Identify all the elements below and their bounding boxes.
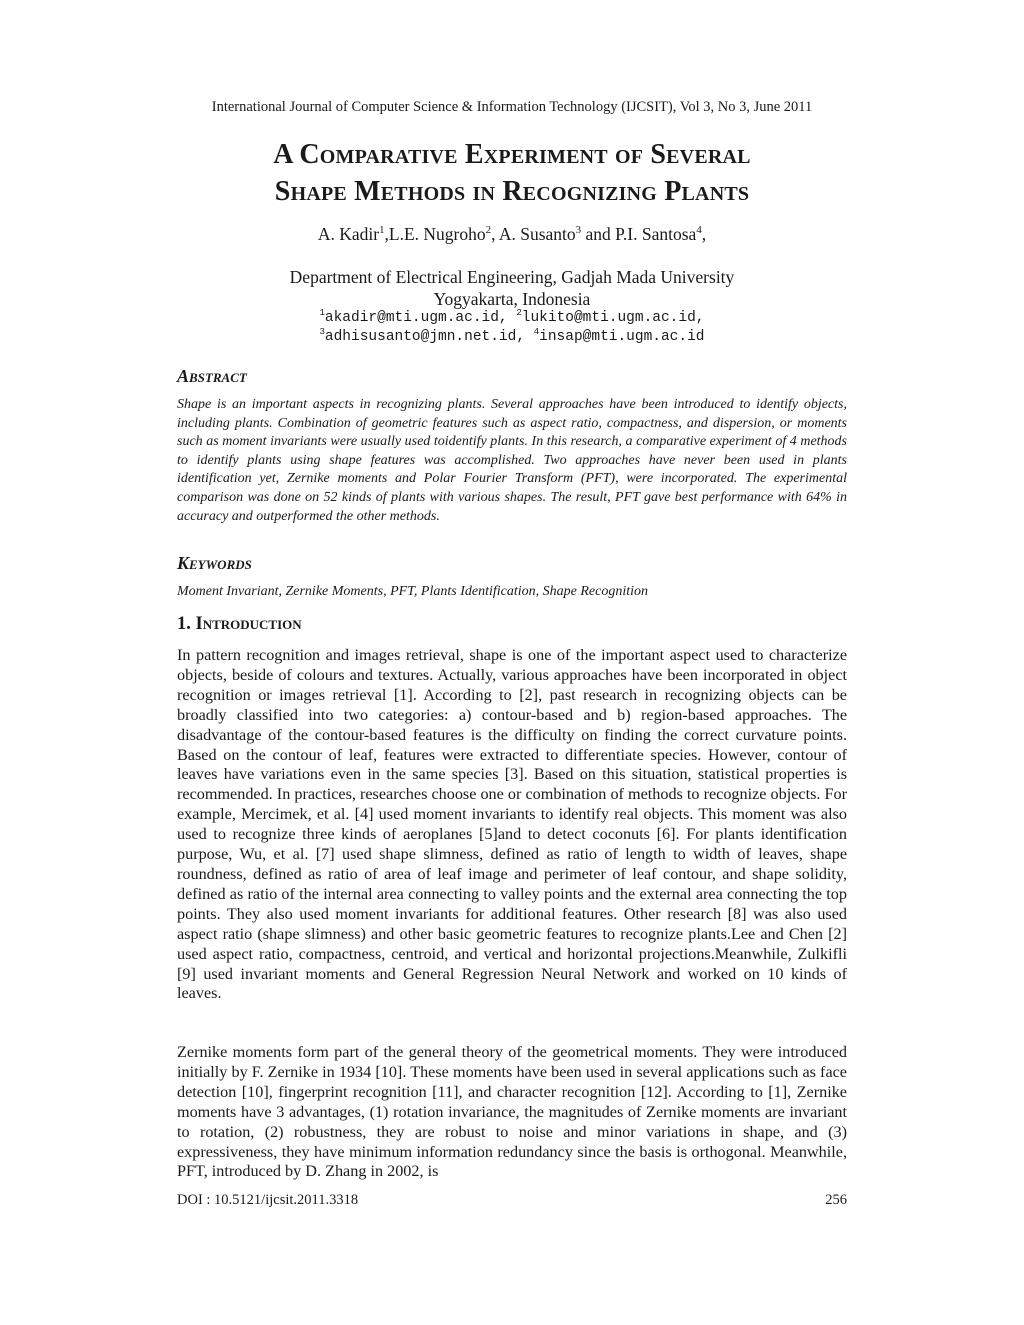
doi: DOI : 10.5121/ijcsit.2011.3318 [177,1192,359,1208]
author-name: P.I. Santosa [615,224,697,244]
email-affiliation-mark: 2 [516,308,522,319]
author-separator: and [581,224,616,244]
author-affiliation-mark: 3 [575,224,582,237]
author-affiliation-mark: 4 [696,224,702,237]
journal-header: International Journal of Computer Science & Information Technology (IJCSIT), Vol 3, No 3, June 2011 [211,99,813,115]
author-separator: , [384,224,389,244]
email-affiliation-mark: 3 [319,327,325,338]
abstract-heading: Abstract [177,366,247,386]
email-affiliation-mark: 1 [319,308,325,319]
paper-title [0,136,1024,210]
author-name: A. Susanto [498,224,576,244]
keywords-text: Moment Invariant, Zernike Moments, PFT, Plants Identification, Shape Recognition [177,584,648,599]
author-separator: , [701,224,707,244]
introduction-paragraph-1: In pattern recognition and images retrieval, shape is one of the important aspect used to characterize objects, beside of colours and textures. Actually, various approaches have been incorporated in object recognition or images retrieval [1]. According to [2], past research in recognizing objects can be broadly classified into two categories: a) contour-based and b) region-based approaches. The disadvantage of the contour-based features is the difficulty on finding the correct curvature points. Based on the contour of leaf, features were extracted to differentiate species. However, contour of leaves have variations even in the same species [3]. Based on this situation, statistical properties is recommended. In practices, researches choose one or combination of methods to recognize objects. For example, Mercimek, et al. [4] used moment invariants to identify real objects. This moment was also used to recognize three kinds of aeroplanes [5]and to detect coconuts [6]. For plants identification purpose, Wu, et al. [7] used shape slimness, defined as ratio of length to width of leaves, shape roundness, defined as ratio of area of leaf image and perimeter of leaf contour, and shape solidity, defined as ratio of the internal area connecting to valley points and the external area connecting the top points. They also used moment invariants for additional features. Other research [8] was also used aspect ratio (shape slimness) and other basic geometric features to recognize plants.Lee and Chen [2] used aspect ratio, compactness, centroid, and vertical and horizontal projections.Meanwhile, Zulkifli [9] used invariant moments and General Regression Neural Network and worked on 10 kinds of leaves. [177,646,847,1003]
location: Yogyakarta, Indonesia [433,289,591,309]
author-name: A. Kadir [317,224,380,244]
keywords-heading: Keywords [177,553,252,573]
email-address: adhisusanto@jmn.net.id, [324,329,526,345]
author-name: L.E. Nugroho [388,224,486,244]
author-separator: , [491,224,499,244]
email-line-1 [0,309,1024,328]
page-number: 256 [825,1192,847,1208]
author-affiliation-mark: 1 [379,224,385,237]
email-entry[interactable] [516,310,704,326]
introduction-heading: 1. Introduction [177,614,302,634]
email-entry[interactable] [320,329,526,345]
author-list [0,224,1024,245]
department: Department of Electrical Engineering, Gadjah Mada University [289,267,735,287]
affiliation [0,266,1024,310]
author-affiliation-mark: 2 [485,224,492,237]
email-entry[interactable] [320,310,508,326]
title-line-2: Shape Methods in Recognizing Plants [274,176,750,207]
email-entry[interactable] [534,329,705,345]
email-address: akadir@mti.ugm.ac.id, [324,310,508,326]
title-line-1: A Comparative Experiment of Several [273,139,751,170]
email-line-2 [0,328,1024,347]
introduction-paragraph-2: Zernike moments form part of the general theory of the geometrical moments. They were introduced initially by F. Zernike in 1934 [10]. These moments have been used in several applications such as face detection [10], fingerprint recognition [11], and character recognition [12]. According to [1], Zernike moments have 3 advantages, (1) rotation invariance, the magnitudes of Zernike moments are invariant to rotation, (2) robustness, they are robust to noise and minor variations in shape, and (3) expressiveness, they have minimum information redundancy since the basis is orthogonal. Meanwhile, PFT, introduced by D. Zhang in 2002, is [177,1043,847,1181]
email-affiliation-mark: 4 [533,327,540,338]
email-list [0,309,1024,347]
abstract-text: Shape is an important aspects in recognizing plants. Several approaches have been introduced to identify objects, including plants. Combination of geometric features such as aspect ratio, compactness, and dispersion, or moments such as moment invariants were usually used toidentify plants. In this research, a comparative experiment of 4 methods to identify plants using shape features was accomplished. Two approaches have never been used in plants identification yet, Zernike moments and Polar Fourier Transform (PFT), were incorporated. The experimental comparison was done on 52 kinds of plants with various shapes. The result, PFT gave best performance with 64% in accuracy and outperformed the other methods. [177,397,847,524]
email-address: lukito@mti.ugm.ac.id, [521,310,705,326]
email-address: insap@mti.ugm.ac.id [539,329,705,345]
